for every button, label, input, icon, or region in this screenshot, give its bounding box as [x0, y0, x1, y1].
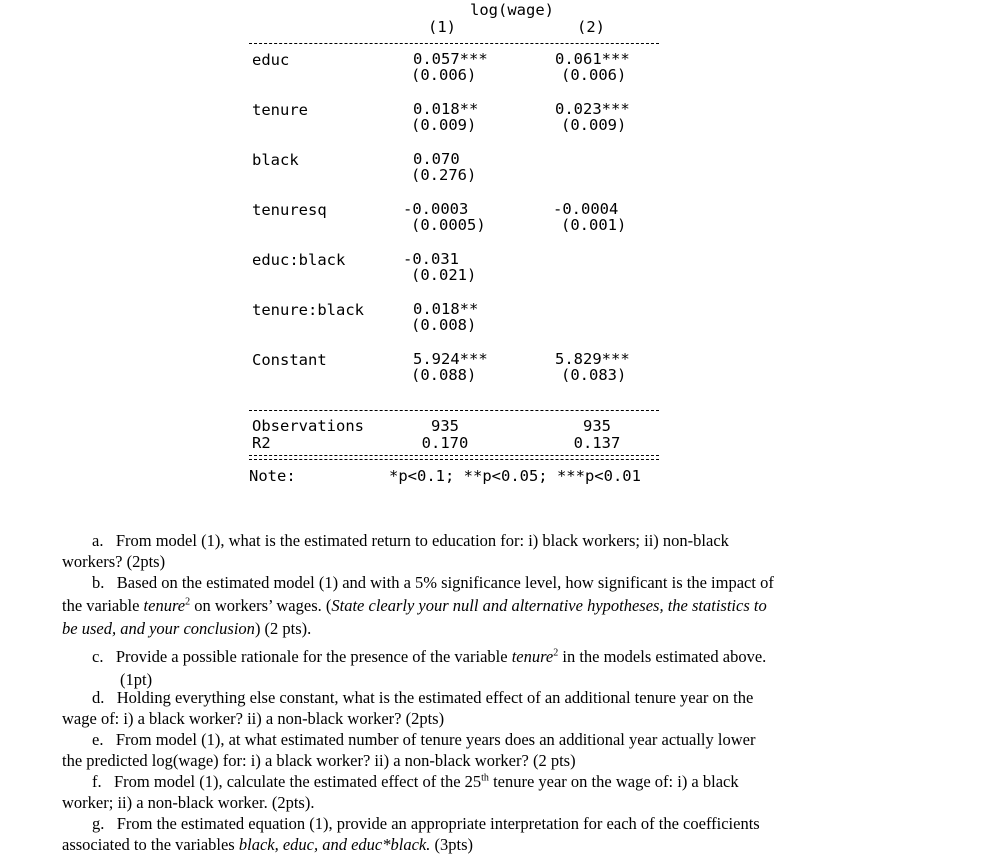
question-label: e.	[92, 730, 104, 749]
coefficient-model-1: -0.031	[403, 250, 459, 268]
variable-label: black	[252, 151, 299, 169]
question-d	[62, 687, 852, 729]
question-text: workers? (2pts)	[62, 552, 166, 571]
coefficient-model-2: 5.829***	[555, 350, 630, 368]
question-label: f.	[92, 772, 102, 791]
column-header-2: (2)	[577, 18, 605, 36]
question-e	[62, 729, 852, 771]
variable-label: tenure:black	[252, 301, 364, 319]
coefficient-model-1: 0.018**	[413, 100, 479, 118]
coefficient-model-1: -0.0003	[403, 200, 469, 218]
question-label: d.	[92, 688, 105, 707]
stat-label-r2: R2	[252, 434, 271, 452]
std-error-model-2: (0.001)	[561, 216, 627, 234]
std-error-model-2: (0.009)	[561, 116, 627, 134]
question-text: From the estimated equation (1), provide an appropriate interpretation for each of the coefficients	[116, 814, 760, 833]
question-text: (3pts)	[430, 835, 473, 854]
std-error-model-1: (0.008)	[411, 316, 477, 334]
column-header-1: (1)	[428, 18, 456, 36]
question-text: tenure year on the wage of: i) a black	[488, 772, 739, 791]
std-error-model-1: (0.0005)	[411, 216, 486, 234]
note-text: *p<0.1; **p<0.05; ***p<0.01	[389, 467, 641, 485]
bottom-double-rule	[249, 455, 659, 460]
question-g	[62, 813, 852, 855]
question-label: g.	[92, 814, 105, 833]
question-text: Holding everything else constant, what is the estimated effect of an additional tenure year on the	[116, 688, 754, 707]
superscript: th	[481, 772, 489, 784]
std-error-model-1: (0.088)	[411, 366, 477, 384]
question-text: From model (1), what is the estimated return to education for: i) black workers; ii) non-black	[115, 531, 729, 550]
std-error-model-2: (0.083)	[561, 366, 627, 384]
question-text: Based on the estimated model (1) and with a 5% significance level, how significant is the impact of	[116, 573, 774, 592]
coefficient-model-1: 0.018**	[413, 300, 479, 318]
superscript: 2	[185, 596, 191, 608]
top-rule	[249, 43, 659, 44]
coefficient-model-2: 0.061***	[555, 50, 630, 68]
question-text: on workers’ wages. (	[190, 596, 332, 615]
superscript: 2	[553, 647, 559, 659]
std-error-model-1: (0.009)	[411, 116, 477, 134]
question-label: b.	[92, 573, 105, 592]
question-italic-text: State clearly your null and alternative hypotheses, the statistics to	[331, 596, 767, 615]
variable-label: educ	[252, 51, 290, 69]
coefficient-model-2: -0.0004	[553, 200, 619, 218]
question-b	[62, 572, 852, 639]
question-a	[62, 530, 852, 572]
dependent-variable-header: log(wage)	[470, 1, 554, 19]
note-label: Note:	[249, 467, 296, 485]
coefficient-model-2: 0.023***	[555, 100, 630, 118]
question-f	[62, 771, 852, 813]
coefficient-model-1: 0.070	[413, 150, 460, 168]
question-text: Provide a possible rationale for the presence of the variable	[115, 647, 512, 666]
stat-value-r2-1: 0.170	[421, 434, 469, 452]
stat-value-observations-1: 935	[431, 417, 459, 435]
question-text: worker; ii) a non-black worker. (2pts).	[62, 793, 315, 812]
question-text: the variable	[62, 596, 144, 615]
coefficient-model-1: 5.924***	[413, 350, 488, 368]
question-text: ) (2 pts).	[254, 619, 312, 638]
coefficient-model-1: 0.057***	[413, 50, 488, 68]
question-label: c.	[92, 647, 104, 666]
std-error-model-1: (0.006)	[411, 66, 477, 84]
stat-label-observations: Observations	[252, 417, 364, 435]
std-error-model-1: (0.021)	[411, 266, 477, 284]
question-text: associated to the variables	[62, 835, 239, 854]
question-label: a.	[92, 531, 104, 550]
variable-label: Constant	[252, 351, 327, 369]
question-text: in the models estimated above.	[558, 647, 767, 666]
stat-value-observations-2: 935	[583, 417, 611, 435]
question-text: From model (1), calculate the estimated effect of the 25	[114, 772, 482, 791]
stat-value-r2-2: 0.137	[573, 434, 621, 452]
question-text: the predicted log(wage) for: i) a black worker? ii) a non-black worker? (2 pts)	[62, 751, 576, 770]
variable-label: educ:black	[252, 251, 346, 269]
std-error-model-1: (0.276)	[411, 166, 477, 184]
variable-name: tenure	[511, 647, 554, 666]
question-text: From model (1), at what estimated number of tenure years does an additional year actually lower	[115, 730, 756, 749]
question-c	[62, 645, 852, 690]
stats-rule	[249, 410, 659, 411]
question-text: (1pt)	[120, 670, 153, 689]
question-italic-text: black, educ, and educ*black.	[238, 835, 431, 854]
question-italic-text: be used, and your conclusion	[62, 619, 255, 638]
variable-label: tenuresq	[252, 201, 327, 219]
std-error-model-2: (0.006)	[561, 66, 627, 84]
question-text: wage of: i) a black worker? ii) a non-black worker? (2pts)	[62, 709, 445, 728]
variable-label: tenure	[252, 101, 308, 119]
variable-name: tenure	[143, 596, 186, 615]
